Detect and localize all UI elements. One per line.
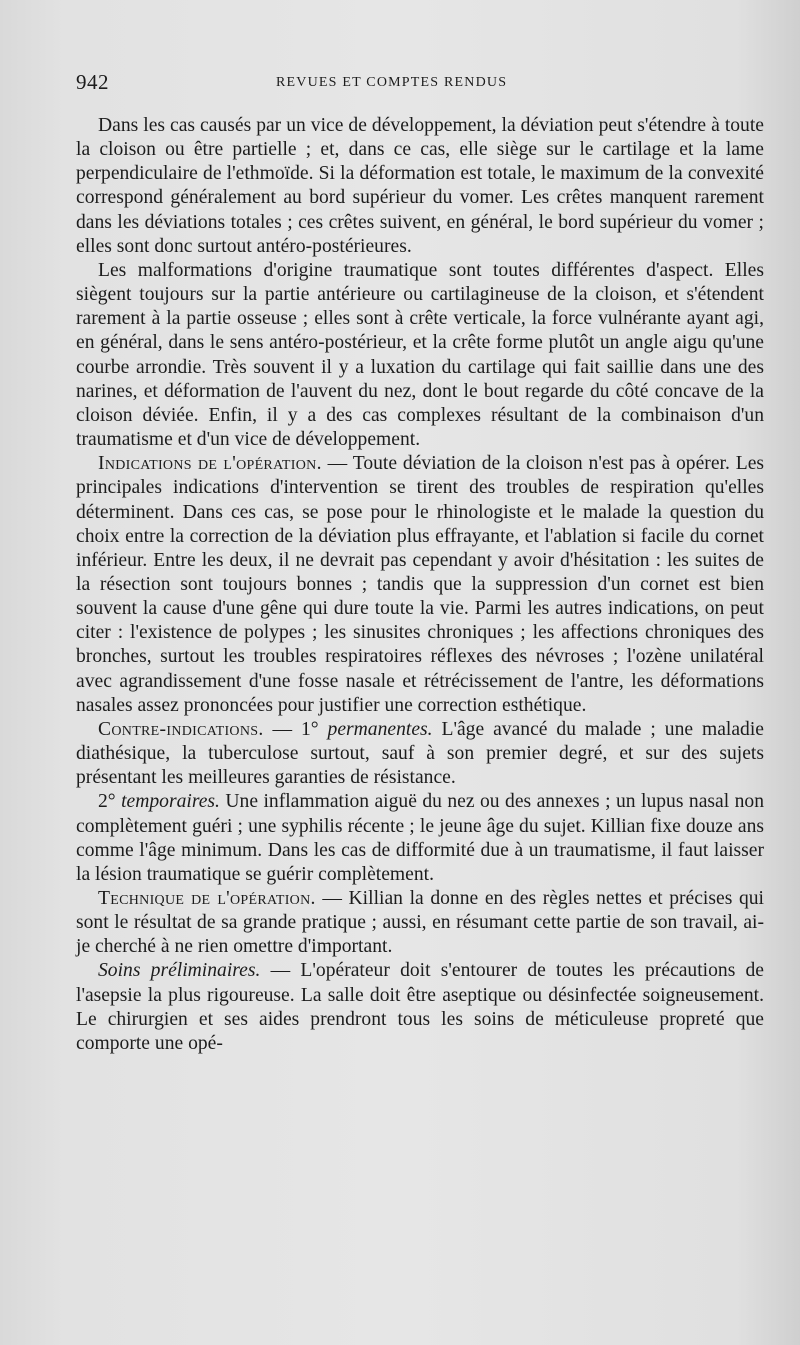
list-marker: — 1° — [263, 718, 328, 740]
paragraph-text: — L'opérateur doit s'entourer de toutes les précautions de l'asepsie la plus rigoureuse. La salle doit être aseptique ou désinfectée soigneusement. Le chirurgien et ses aides prendront tous les soins de méticuleuse propreté que comporte une opé- — [76, 960, 765, 1054]
paragraph-text: Une inflammation aiguë du nez ou des annexes ; un lupus nasal non complètement guéri ; une syphilis récente ; le jeune âge du sujet. Killian fixe douze ans comme l'âge minimum. Dans les cas de difformité due à un traumatisme, il faut laisser la lésion traumatique se guérir complètement. — [76, 791, 764, 885]
paragraph-text: L'âge avancé du malade ; une maladie diathésique, la tuberculose surtout, sauf à son premier degré, et sur des sujets présentant les meilleures garanties de résistance. — [76, 718, 764, 789]
running-title: REVUES ET COMPTES RENDUS — [276, 75, 508, 90]
emphasis-temporaires: temporaires. — [121, 791, 220, 813]
paragraph-text: — Toute déviation de la cloison n'est pas à opérer. Les principales indications d'intervention se tirent des troubles de respiration qu'elles déterminent. Dans ces cas, se pose pour le rhinologiste et le malade la question du choix entre la correction de la déviation plus effrayante, et l'ablation si facile du cornet inférieur. Entre les deux, il ne devrait pas cependant y avoir d'hésitation : les suites de la résection sont toujours bonnes ; tandis que la suppression d'un cornet est bien souvent la cause d'une gêne qui dure toute la vie. Parmi les autres indications, on peut citer : l'existence de polypes ; les sinusites chroniques ; les affections chroniques des bronches, surtout les troubles respiratoires réflexes des névroses ; l'ozène unilatéral avec agrandissement d'une fosse nasale et rétrécissement de l'antre, les déformations nasales assez prononcées pour justifier une correction esthétique. — [76, 453, 765, 716]
paragraph-indications — [76, 452, 764, 718]
emphasis-permanentes: permanentes. — [327, 718, 433, 740]
paragraph-contre-indications — [76, 718, 764, 790]
running-head — [76, 70, 764, 106]
list-marker: 2° — [98, 791, 122, 813]
paragraph-developmental-causes — [76, 114, 764, 259]
page-number: 942 — [76, 70, 109, 94]
body-text — [76, 114, 764, 1056]
section-heading-technique: Technique de l'opération. — [98, 888, 316, 909]
paragraph-technique — [76, 887, 764, 959]
paragraph-text: Dans les cas causés par un vice de développement, la déviation peut s'étendre à toute la cloison ou être partielle ; et, dans ce cas, elle siège sur le cartilage et la lame perpendiculaire de l'ethmoïde. Si la déformation est totale, le maximum de la convexité correspond généralement au bord supérieur du vomer. Les crêtes manquent rarement dans les déviations totales ; ces crêtes suivent, en général, le bord supérieur du vomer ; elles sont donc surtout antéro-postérieures. — [76, 115, 764, 257]
paragraph-soins-preliminaires — [76, 959, 764, 1056]
section-heading-contre-indications: Contre-indications. — [98, 718, 264, 740]
paragraph-text: Les malformations d'origine traumatique sont toutes différentes d'aspect. Elles siègent toujours sur la partie antérieure ou cartilagineuse de la cloison, et s'étendent rarement à la partie osseuse ; elles sont à crête verticale, la force vulnérante ayant agi, en général, dans le sens antéro-postérieur, et la crête forme plutôt un angle aigu qu'une courbe arrondie. Très souvent il y a luxation du cartilage qui fait saillie dans une des narines, et déformation de l'auvent du nez, dont le bout regarde du côté concave de la cloison déviée. Enfin, il y a des cas complexes résultant de la combinaison d'un traumatisme et d'un vice de développement. — [76, 259, 764, 451]
section-heading-indications: Indications de l'opération. — [98, 453, 322, 475]
paragraph-temporaires — [76, 790, 764, 887]
paragraph-traumatic-malformations — [76, 259, 764, 452]
paragraph-text: — Killian la donne en des règles nettes et précises qui sont le résultat de sa grande pratique ; aussi, en résumant cette partie de son travail, ai-je cherché à ne rien omettre d'important. — [76, 888, 764, 958]
emphasis-soins-preliminaires: Soins préliminaires. — [98, 960, 261, 982]
